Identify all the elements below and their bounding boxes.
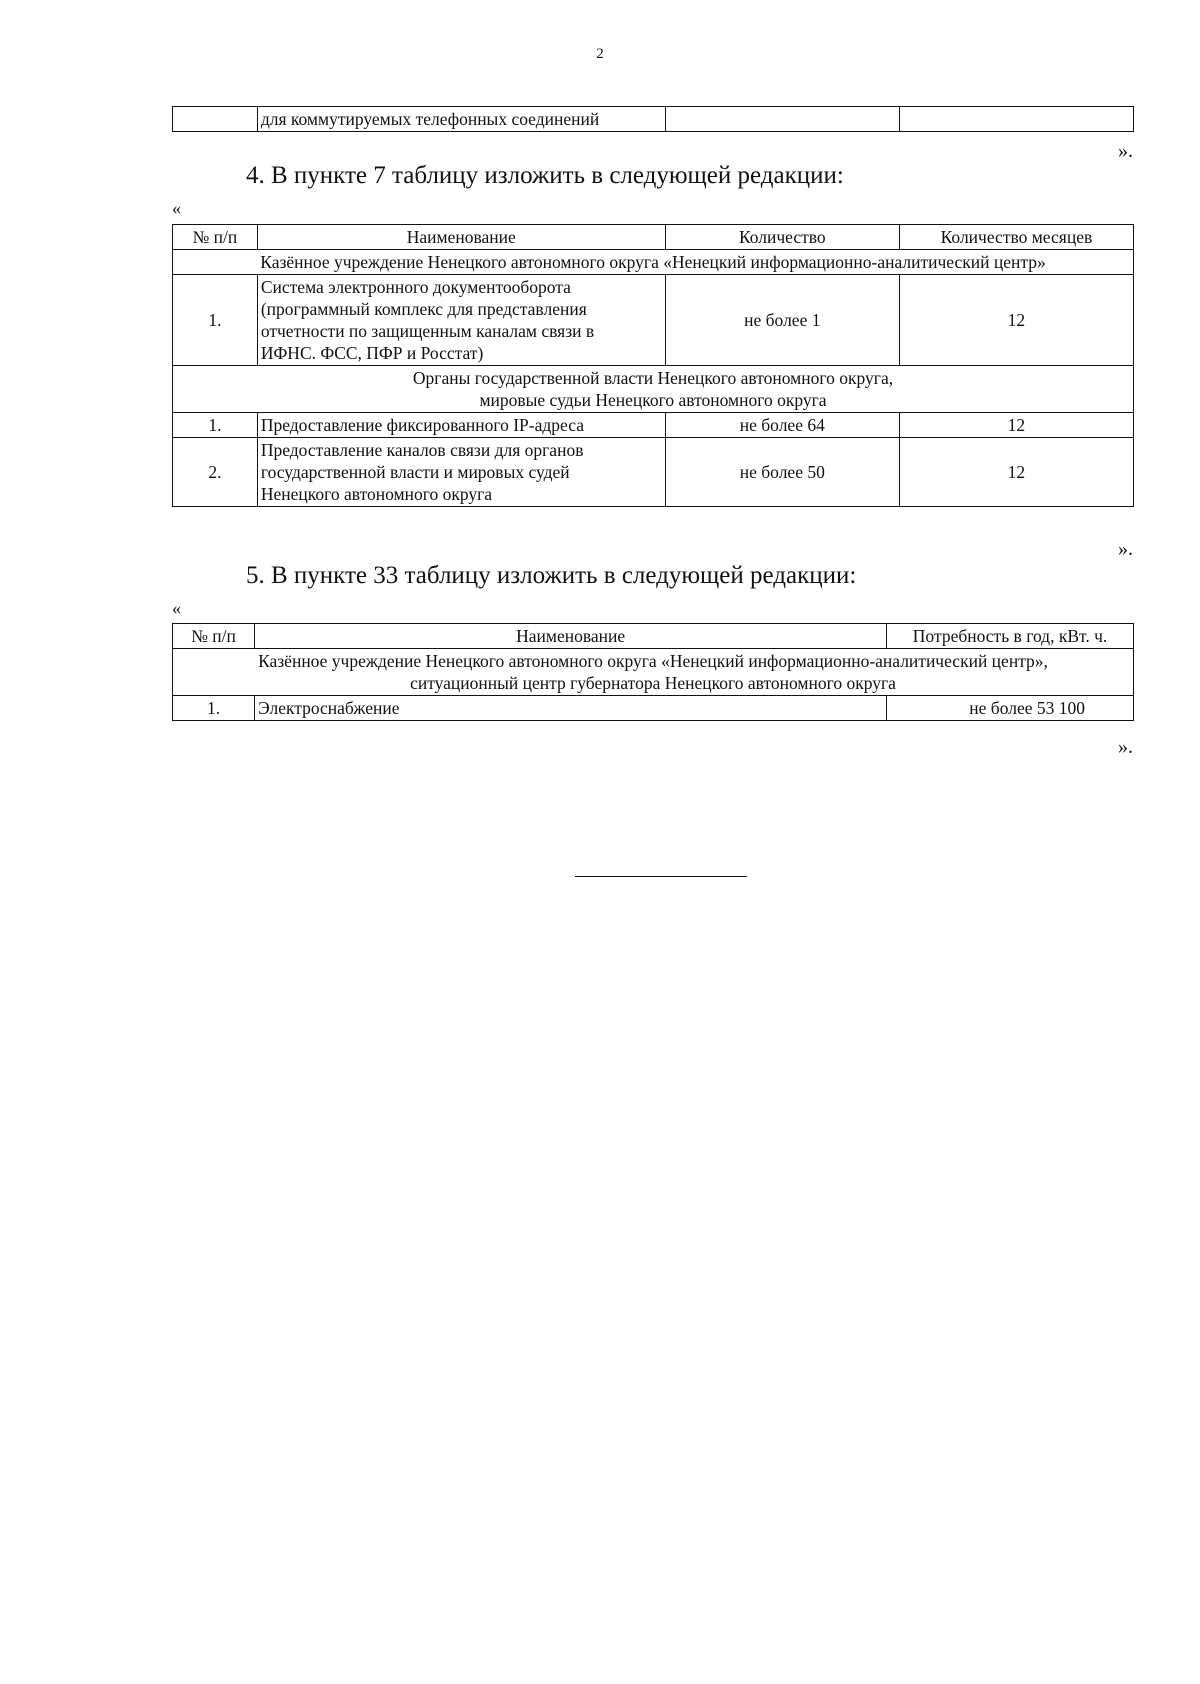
table-row [173, 413, 1134, 438]
row-name [257, 438, 665, 507]
row-number: 1. [173, 413, 258, 438]
name-line: отчетности по защищенным каналам связи в [260, 321, 595, 341]
table-row [173, 696, 1134, 721]
group-row [173, 250, 1134, 275]
header-number: № п/п [173, 624, 255, 649]
previous-table-tail [172, 106, 1134, 132]
close-quote: ». [1118, 538, 1133, 560]
row-months: 12 [899, 438, 1133, 507]
table-cell: для коммутируемых телефонных соединений [257, 107, 665, 132]
open-quote: « [172, 598, 181, 618]
close-quote: ». [1118, 736, 1133, 758]
name-line: ИФНС. ФСС, ПФР и Росстат) [260, 343, 484, 363]
close-quote: ». [1118, 140, 1133, 162]
end-rule [575, 876, 747, 877]
section-5-table [172, 623, 1134, 721]
name-line: Предоставление каналов связи для органов [260, 440, 584, 460]
row-name: Предоставление фиксированного IP-адреса [257, 413, 665, 438]
row-number: 1. [173, 275, 258, 366]
open-quote: « [172, 198, 181, 218]
page-number: 2 [596, 46, 604, 62]
group-title [173, 649, 1134, 696]
group-title: Казённое учреждение Ненецкого автономного округа «Ненецкий информационно-аналитический центр» [173, 250, 1134, 275]
row-months: 12 [899, 413, 1133, 438]
group-line: мировые судьи Ненецкого автономного округа [479, 390, 827, 410]
group-row [173, 366, 1134, 413]
row-name: Электроснабжение [255, 696, 887, 721]
header-demand: Потребность в год, кВт. ч. [887, 624, 1134, 649]
row-name [257, 275, 665, 366]
header-quantity: Количество [665, 225, 899, 250]
table-cell [173, 107, 258, 132]
table-row [173, 107, 1134, 132]
row-quantity: не более 50 [665, 438, 899, 507]
row-quantity: не более 64 [665, 413, 899, 438]
table-cell [665, 107, 899, 132]
group-line: Казённое учреждение Ненецкого автономного округа «Ненецкий информационно-аналитический центр», [258, 651, 1048, 671]
header-name: Наименование [255, 624, 887, 649]
group-line: ситуационный центр губернатора Ненецкого автономного округа [410, 673, 896, 693]
row-months: 12 [899, 275, 1133, 366]
row-value: не более 53 100 [887, 696, 1134, 721]
table-row [173, 438, 1134, 507]
name-line: Система электронного документооборота [260, 277, 571, 297]
group-line: Органы государственной власти Ненецкого автономного округа, [412, 368, 894, 388]
table-cell [899, 107, 1133, 132]
section-4-table [172, 224, 1134, 507]
header-name: Наименование [257, 225, 665, 250]
group-title [173, 366, 1134, 413]
row-quantity: не более 1 [665, 275, 899, 366]
section-5-heading: 5. В пункте 33 таблицу изложить в следующей редакции: [246, 562, 857, 589]
header-number: № п/п [173, 225, 258, 250]
table-header-row [173, 225, 1134, 250]
group-row [173, 649, 1134, 696]
name-line: Ненецкого автономного округа [260, 484, 493, 504]
table-header-row [173, 624, 1134, 649]
table-row [173, 275, 1134, 366]
name-line: (программный комплекс для представления [260, 299, 587, 319]
row-number: 1. [173, 696, 255, 721]
section-4-heading: 4. В пункте 7 таблицу изложить в следующей редакции: [246, 162, 844, 189]
header-months: Количество месяцев [899, 225, 1133, 250]
name-line: государственной власти и мировых судей [260, 462, 570, 482]
row-number: 2. [173, 438, 258, 507]
